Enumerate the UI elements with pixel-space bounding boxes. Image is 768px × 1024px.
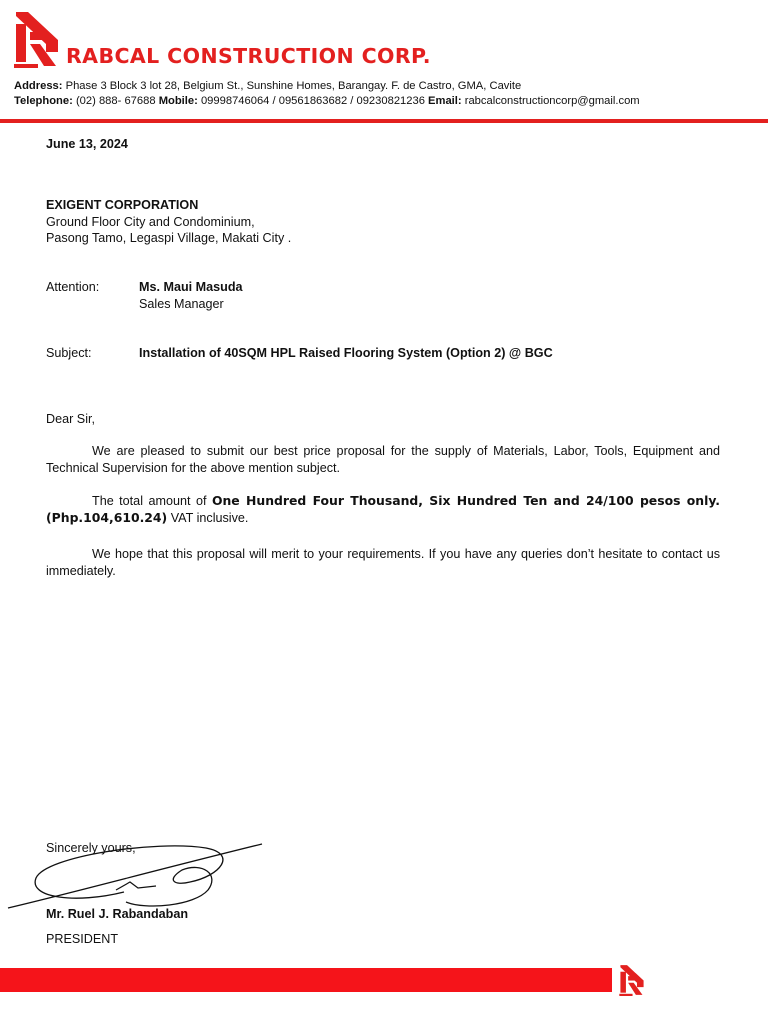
salutation: Dear Sir, [46, 412, 95, 426]
footer-logo-icon [616, 964, 648, 996]
telephone-value: (02) 888- 67688 [75, 95, 156, 107]
amount-prefix: The total amount of [92, 494, 207, 508]
company-name: RABCAL CONSTRUCTION CORP. [66, 44, 431, 68]
footer-bar [0, 968, 612, 992]
company-contact-line [14, 95, 640, 107]
mobile-value: 09998746064 / 09561863682 / 09230821236 [200, 95, 425, 107]
company-address [14, 80, 521, 92]
amount-value: One Hundred Four Thousand, Six Hundred Ten and 24/100 pesos only. (Php.104,610.24) [46, 493, 720, 525]
recipient-address-line-1: Ground Floor City and Condominium, [46, 214, 255, 229]
company-logo-icon [12, 10, 62, 68]
email-label: Email: [428, 95, 462, 107]
subject-label: Subject: [46, 346, 92, 360]
paragraph-closing-text: We hope that this proposal will merit to your requirements. If you have any queries don’t hesitate to contact us immediately. [46, 547, 720, 578]
attention-title: Sales Manager [139, 296, 224, 311]
attention-label: Attention: [46, 280, 100, 294]
email-value: rabcalconstructioncorp@gmail.com [464, 95, 640, 107]
signer-title: PRESIDENT [46, 932, 119, 946]
attention-name: Ms. Maui Masuda [139, 280, 243, 294]
paragraph-proposal-text: We are pleased to submit our best price proposal for the supply of Materials, Labor, Tools, Equipment and Technical Supervision for the above mention subject. [46, 444, 720, 475]
address-label: Address: [14, 80, 63, 92]
header-divider [0, 119, 768, 123]
letter-date: June 13, 2024 [46, 137, 128, 151]
signature-mark [6, 832, 268, 916]
address-value: Phase 3 Block 3 lot 28, Belgium St., Sunshine Homes, Barangay. F. de Castro, GMA, Cavite [65, 80, 522, 92]
attention-block [139, 279, 243, 312]
paragraph-amount [46, 493, 720, 526]
recipient-address-line-2: Pasong Tamo, Legaspi Village, Makati City . [46, 231, 292, 245]
subject-text: Installation of 40SQM HPL Raised Flooring System (Option 2) @ BGC [139, 346, 553, 360]
paragraph-proposal [46, 443, 720, 476]
mobile-label: Mobile: [158, 95, 198, 107]
recipient-company: EXIGENT CORPORATION [46, 198, 199, 212]
recipient-block [46, 197, 291, 247]
closing-phrase: Sincerely yours, [46, 841, 136, 855]
telephone-label: Telephone: [14, 95, 73, 107]
signer-name: Mr. Ruel J. Rabandaban [46, 907, 189, 921]
amount-suffix: VAT inclusive. [170, 510, 249, 525]
paragraph-closing [46, 546, 720, 579]
